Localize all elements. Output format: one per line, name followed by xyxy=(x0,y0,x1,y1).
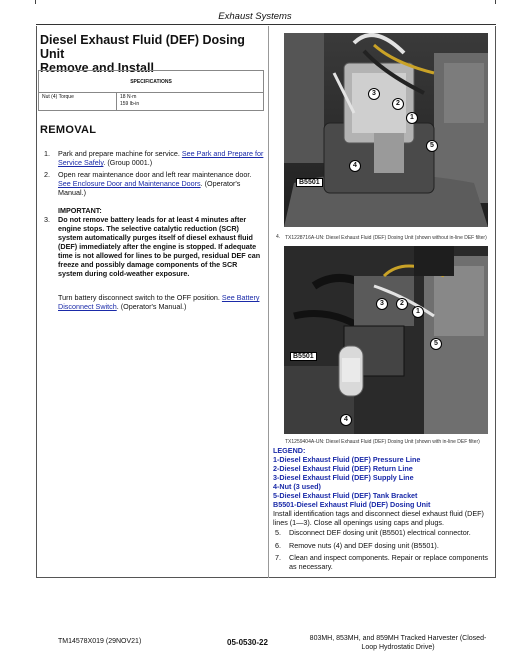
step-4-number: 4. xyxy=(276,234,281,240)
step-5 xyxy=(273,528,491,537)
spec-label: Nut (4) Torque xyxy=(39,93,117,111)
callout-5: 5 xyxy=(426,140,438,152)
step-suffix: . (Group 0001.) xyxy=(103,158,153,167)
figure-1-photo xyxy=(284,33,488,227)
figure-2-caption: TX1259404A-UN: Diesel Exhaust Fluid (DEF) Dosing Unit (shown with in-line DEF filter) xyxy=(285,439,480,445)
step-number: 7. xyxy=(275,553,281,562)
legend-item-1: 1-Diesel Exhaust Fluid (DEF) Pressure Line xyxy=(273,455,421,464)
legend-item-2: 2-Diesel Exhaust Fluid (DEF) Return Line xyxy=(273,464,413,473)
step-number: 1. xyxy=(44,149,50,158)
legend xyxy=(273,446,491,527)
step-text: Park and prepare machine for service. xyxy=(58,149,180,158)
step-3 xyxy=(42,206,264,278)
spec-value-cell xyxy=(117,93,264,111)
callout-2: 2 xyxy=(396,298,408,310)
legend-item-4: 4-Nut (3 used) xyxy=(273,482,321,491)
step-7 xyxy=(273,553,491,571)
step-number: 2. xyxy=(44,170,50,179)
removal-heading: REMOVAL xyxy=(40,124,97,136)
step-text: Disconnect DEF dosing unit (B5501) electrical connector. xyxy=(289,528,471,537)
step-text: Clean and inspect components. Repair or replace components as necessary. xyxy=(289,553,488,571)
page-header-title: Exhaust Systems xyxy=(218,11,292,22)
step-number: 3. xyxy=(44,215,50,224)
step-text: Open rear maintenance door and left rear maintenance door. xyxy=(58,170,252,179)
step-battery-switch xyxy=(42,293,264,311)
step-2 xyxy=(42,170,264,197)
callout-5: 5 xyxy=(430,338,442,350)
spec-value-metric: 18 N·m xyxy=(120,94,137,100)
legend-item-5: 5-Diesel Exhaust Fluid (DEF) Tank Bracket xyxy=(273,491,418,500)
callout-1: 1 xyxy=(406,112,418,124)
step-6 xyxy=(273,541,491,550)
callout-b5501: B5501 xyxy=(290,352,317,361)
enclosure-door-link[interactable]: See Enclosure Door and Maintenance Doors xyxy=(58,179,201,188)
callout-4: 4 xyxy=(349,160,361,172)
spec-row xyxy=(39,93,264,111)
figure-1-caption: TX1228716A-UN: Diesel Exhaust Fluid (DEF) Dosing Unit (shown without in-line DEF filter) xyxy=(285,235,487,241)
section-title-line1: Diesel Exhaust Fluid (DEF) Dosing Unit xyxy=(40,33,245,61)
callout-4: 4 xyxy=(340,414,352,426)
header-rule xyxy=(36,24,496,25)
legend-item-3: 3-Diesel Exhaust Fluid (DEF) Supply Line xyxy=(273,473,414,482)
specifications-table xyxy=(38,70,264,111)
footer-page-number: 05-0530-22 xyxy=(227,638,268,647)
callout-3: 3 xyxy=(368,88,380,100)
step-number: 5. xyxy=(275,528,281,537)
column-divider xyxy=(268,26,269,578)
footer-doc-id: TM14578X019 (29NOV21) xyxy=(58,638,142,645)
spec-heading: SPECIFICATIONS xyxy=(39,71,264,93)
footer-machine xyxy=(300,634,496,652)
footer-machine-line1: 803MH, 853MH, and 859MH Tracked Harvester (Closed- xyxy=(309,635,487,642)
legend-title: LEGEND: xyxy=(273,446,306,455)
section-title xyxy=(40,33,266,75)
spec-value-imperial: 159 lb-in xyxy=(120,101,140,107)
page-top-edge xyxy=(35,0,496,4)
step-1 xyxy=(42,149,264,167)
step-text: Turn battery disconnect switch to the OFF position. xyxy=(58,293,220,302)
park-prepare-link[interactable]: See Park and Prepare for Service Safely xyxy=(58,149,264,167)
callout-b5501: B5501 xyxy=(296,178,323,187)
figure-2-photo xyxy=(284,246,488,434)
battery-switch-link[interactable]: See Battery Disconnect Switch xyxy=(58,293,260,311)
footer-machine-line2: Loop Hydrostatic Drive) xyxy=(361,644,435,651)
section-title-line2: Remove and Install xyxy=(40,61,154,75)
step-suffix: . (Operator's Manual.) xyxy=(58,179,241,197)
important-label: IMPORTANT: xyxy=(58,206,102,215)
step-suffix: . (Operator's Manual.) xyxy=(116,302,187,311)
important-text: Do not remove battery leads for at least 4 minutes after engine stops. The selective catalytic reduction (SCR) system automatically purges itself of diesel exhaust fluid (DEF) immediately after the engine is stopped. If adequate time is not allowed for lines to be purged, residual DEF can freeze and possibly damage components of the SCR system during cold-weather exposure. xyxy=(58,215,261,278)
callout-2: 2 xyxy=(392,98,404,110)
callout-3: 3 xyxy=(376,298,388,310)
step-text: Remove nuts (4) and DEF dosing unit (B5501). xyxy=(289,541,439,550)
step-number: 6. xyxy=(275,541,281,550)
legend-item-b5501: B5501-Diesel Exhaust Fluid (DEF) Dosing Unit xyxy=(273,500,431,509)
callout-1: 1 xyxy=(412,306,424,318)
install-note: Install identification tags and disconnect diesel exhaust fluid (DEF) lines (1—3). Close all openings using caps and plugs. xyxy=(273,509,484,527)
